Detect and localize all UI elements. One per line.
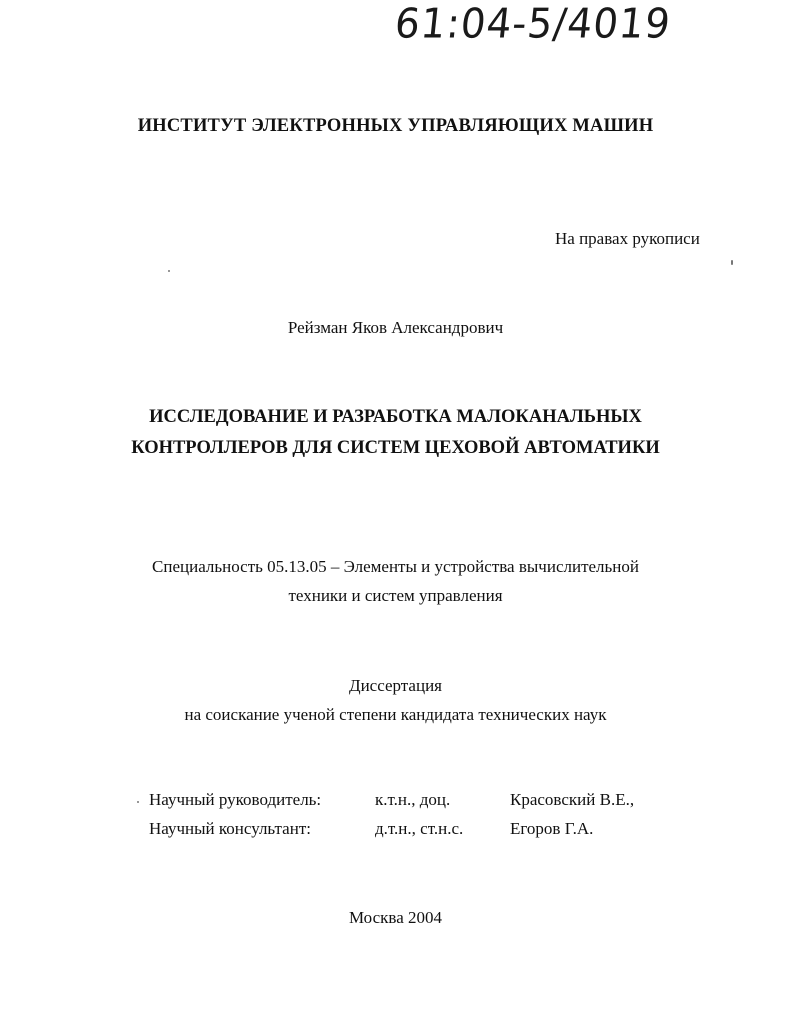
consultant-role: Научный консультант: [149, 819, 311, 838]
advisor-role: Научный руководитель: [149, 790, 322, 809]
city-year: Москва 2004 [348, 908, 443, 927]
degree-description: на соискание ученой степени кандидата технических наук [184, 705, 607, 724]
dissertation-title [0, 402, 791, 464]
specialty-line-2: техники и систем управления [288, 586, 503, 605]
dissertation-label: Диссертация [348, 676, 442, 695]
rights-note: На правах рукописи [555, 229, 700, 248]
consultant-name: Егоров Г.А. [510, 819, 594, 838]
title-line-1: ИССЛЕДОВАНИЕ И РАЗРАБОТКА МАЛОКАНАЛЬНЫХ [149, 407, 642, 427]
institute-name: ИНСТИТУТ ЭЛЕКТРОННЫХ УПРАВЛЯЮЩИХ МАШИН [137, 116, 654, 136]
specialty [0, 552, 791, 610]
specialty-line-1: Специальность 05.13.05 – Элементы и устройства вычислительной [152, 557, 639, 576]
advisor-name: Красовский В.Е., [510, 790, 635, 809]
author-name: Рейзман Яков Александрович [287, 318, 504, 337]
title-line-2: КОНТРОЛЛЕРОВ ДЛЯ СИСТЕМ ЦЕХОВОЙ АВТОМАТИКИ [131, 438, 660, 458]
consultant-degree: д.т.н., ст.н.с. [375, 819, 464, 838]
scan-speck [137, 801, 139, 803]
scan-speck [168, 270, 170, 272]
advisor-degree: к.т.н., доц. [375, 790, 451, 809]
scan-speck [731, 260, 733, 265]
handwritten-catalog-code: 61:04-5/4019 [392, 0, 674, 49]
dissertation-degree [0, 671, 791, 729]
